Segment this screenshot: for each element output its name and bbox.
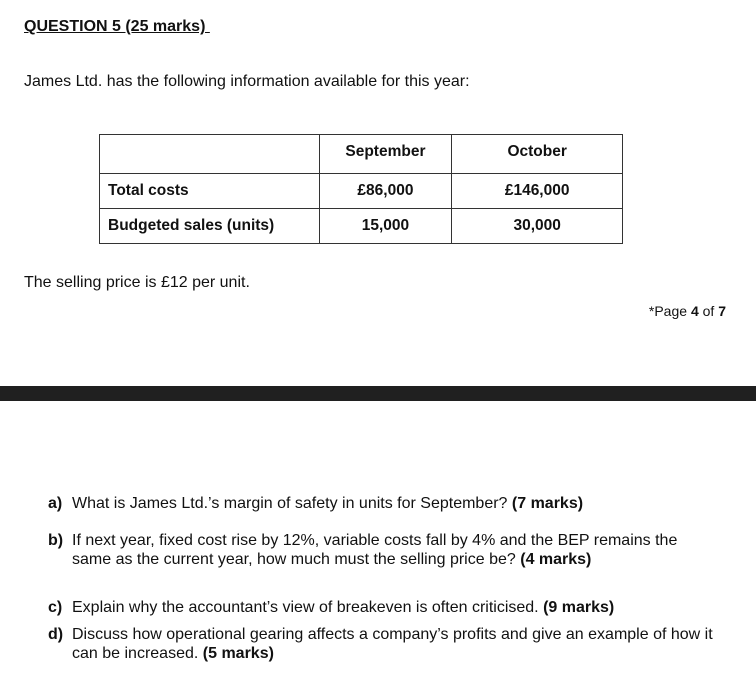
cell-october-budgeted-sales: 30,000 [452,209,623,244]
page-divider [0,386,756,401]
cost-data-table [99,134,623,244]
question-letter: a) [48,495,63,512]
question-heading: QUESTION 5 (25 marks) [24,18,210,35]
row-label-budgeted-sales: Budgeted sales (units) [100,209,320,244]
page-middle: of [698,303,719,319]
table-header-october: October [452,135,623,174]
page-total: 7 [718,303,726,319]
cell-september-budgeted-sales: 15,000 [319,209,452,244]
table-header-september: September [319,135,452,174]
table-row [100,174,623,209]
table-header-blank [100,135,320,174]
table-row [100,209,623,244]
intro-text: James Ltd. has the following information available for this year: [24,73,470,90]
question-text: If next year, fixed cost rise by 12%, variable costs fall by 4% and the BEP remains the same as the current year, how much must the selling price be? [72,532,678,568]
question-letter: d) [48,626,64,643]
cell-september-total-costs: £86,000 [319,174,452,209]
question-text: Discuss how operational gearing affects a company’s profits and give an example of how it can be increased. [72,626,713,662]
question-marks: (4 marks) [520,551,592,568]
question-item-d [48,625,738,663]
page-prefix: *Page [648,303,691,319]
page-current: 4 [690,303,699,319]
table-header-row [100,135,623,174]
question-item-b [48,531,698,569]
question-text: Explain why the accountant’s view of breakeven is often criticised. [72,599,539,616]
question-marks: (7 marks) [511,495,584,512]
selling-price-text: The selling price is £12 per unit. [24,274,250,291]
question-letter: b) [48,532,64,549]
question-text: What is James Ltd.’s margin of safety in units for September? [72,495,508,512]
question-item-a [48,494,738,513]
question-item-c [48,598,738,617]
question-marks: (5 marks) [202,645,274,662]
question-letter: c) [48,599,63,616]
question-marks: (9 marks) [543,599,615,616]
cell-october-total-costs: £146,000 [452,174,623,209]
page-indicator [649,303,726,319]
row-label-total-costs: Total costs [100,174,320,209]
